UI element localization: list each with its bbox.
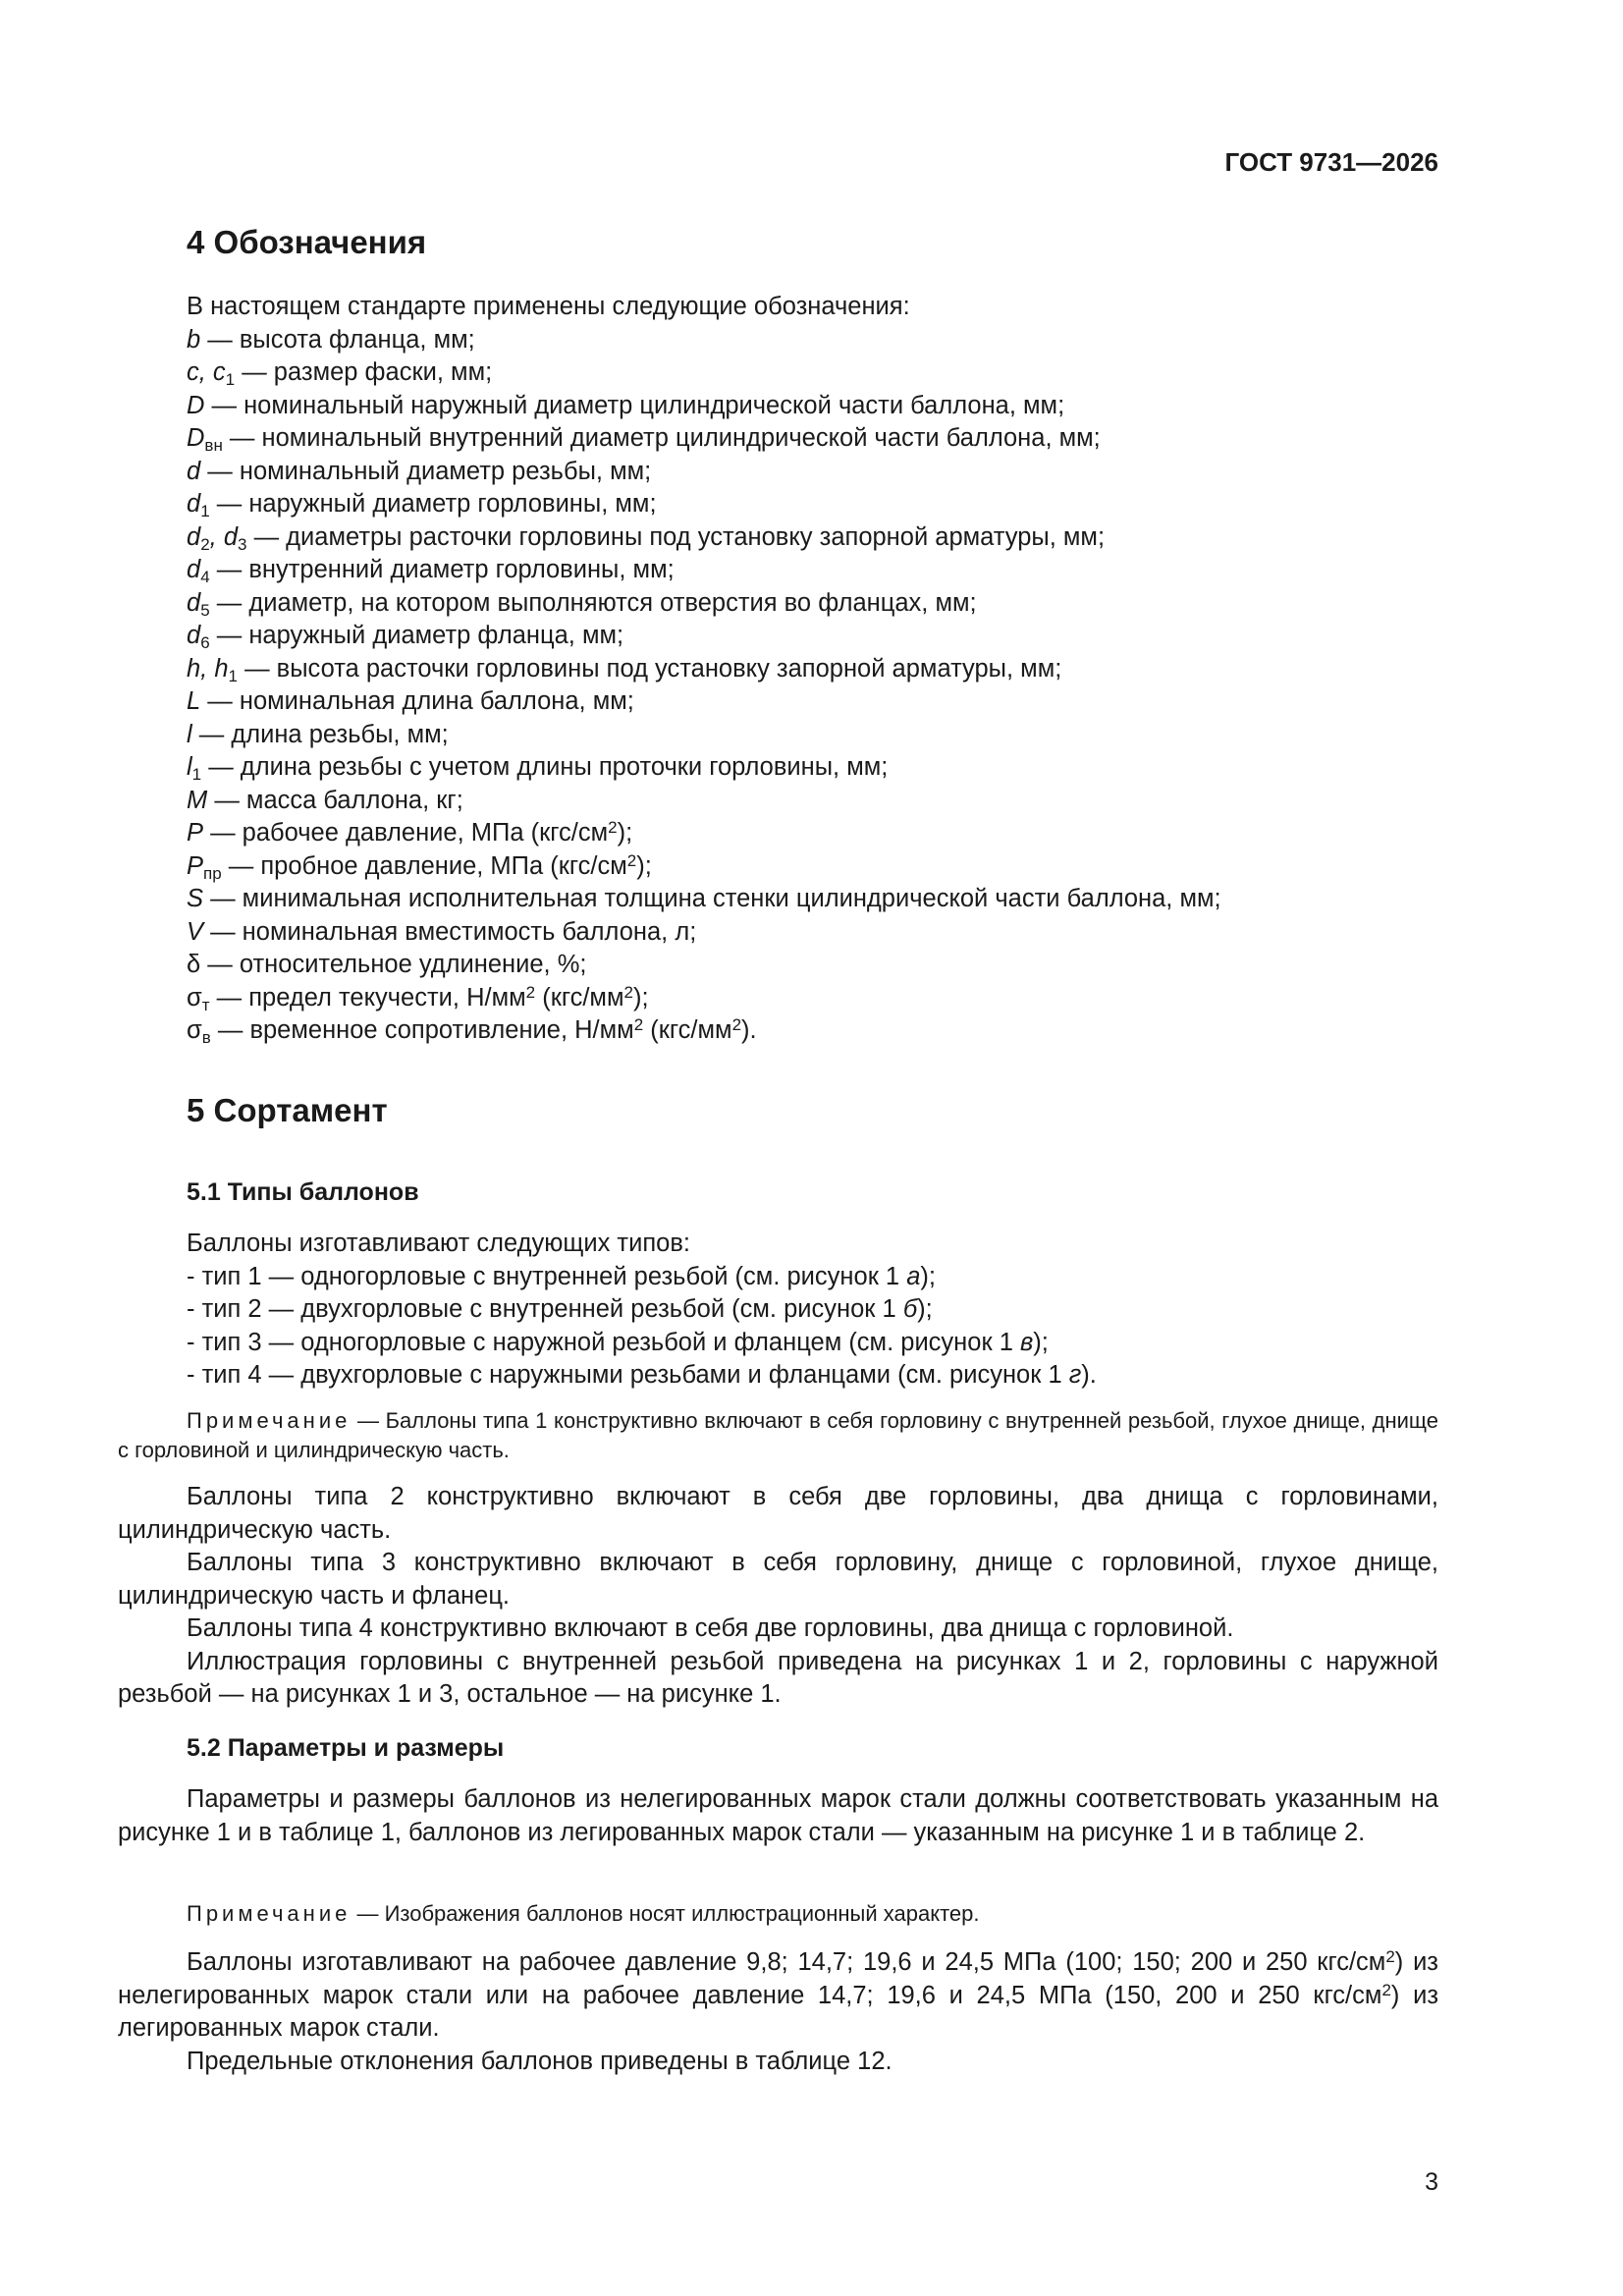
symbol-sym: d [187,588,201,617]
symbol-entry [187,356,1438,390]
list-item-tail: ). [1081,1361,1097,1389]
list-item-em: а [906,1262,921,1290]
paragraph: Иллюстрация горловины с внутренней резьбой приведена на рисунках 1 и 2, горловины с наружной резьбой — на рисунках 1 и 3, остальное — на рисунке 1. [118,1647,1438,1708]
symbol-text: — номинальный диаметр резьбы, мм; [200,457,652,485]
list-item-text: - тип 1 — одногорловые с внутренней резьбой (см. рисунок 1 [187,1262,907,1290]
symbol-sym: L [187,687,201,715]
symbol-sup: 2 [525,982,536,1002]
symbol-text: — размер фаски, мм; [235,358,493,386]
symbol-sym: P [187,819,204,847]
symbol-sym: σ [187,983,202,1011]
paragraph: Баллоны типа 2 конструктивно включают в себя две горловины, два днища с горловинами, цилиндрическую часть. [118,1483,1438,1544]
symbol-entry [187,751,1438,785]
symbol-entry [187,587,1438,621]
symbol-text: — номинальный наружный диаметр цилиндрической части баллона, мм; [204,391,1065,419]
paragraph: Баллоны типа 4 конструктивно включают в себя две горловины, два днища с горловиной. [187,1614,1234,1642]
symbol-text: — относительное удлинение, %; [200,951,587,978]
symbol-sym: M [187,786,208,814]
symbol-text: — диаметры расточки горловины под установку запорной арматуры, мм; [246,522,1106,551]
symbol-tail: ); [617,819,633,847]
list-item-text: - тип 4 — двухгорловые с наружными резьбами и фланцами (см. рисунок 1 [187,1361,1069,1389]
note-label: Примечание [187,1901,352,1926]
symbol-tail: ); [636,851,652,880]
types-intro: Баллоны изготавливают следующих типов: [187,1230,690,1257]
symbol-entry [187,521,1438,555]
symbol-text: — высота расточки горловины под установку запорной арматуры, мм; [238,654,1062,683]
symbol-entry [187,1014,1438,1048]
symbol-mid: (кгс/мм [643,1016,732,1044]
section-5-1-title: 5.1 Типы баллонов [187,1178,419,1206]
paragraph: Баллоны типа 3 конструктивно включают в себя горловину, днище с горловиной, глухое днище, цилиндрическую часть и фланец. [118,1549,1438,1610]
symbol-entry [187,916,1438,950]
symbol-sym: D [187,391,205,419]
symbol-sub: вн [204,436,223,455]
symbol-sym: σ [187,1016,202,1044]
symbol-entry [187,653,1438,686]
pressure-paragraph [118,1946,1438,2078]
symbol-text: — номинальный внутренний диаметр цилиндрической части баллона, мм; [222,424,1101,452]
symbol-entry [187,817,1438,850]
symbol-sub: 6 [200,633,210,652]
note-text: — Изображения баллонов носят иллюстрационный характер. [351,1901,980,1926]
note-5-2 [118,1899,1438,1929]
symbol-sym: d [187,556,201,583]
symbol-entry [187,554,1438,587]
symbol-sub2: 3 [238,534,247,554]
symbol-entry [187,456,1438,489]
symbol-sym: d [187,490,201,518]
note-5-1 [118,1406,1438,1465]
symbol-entry [187,390,1438,423]
note-text: — Баллоны типа 1 конструктивно включают в себя горловину с внутренней резьбой, глухое днище, днище с горловиной и цилиндрическую часть. [118,1408,1438,1462]
symbol-entry [187,422,1438,456]
symbol-entry [187,785,1438,818]
list-item-text: - тип 2 — двухгорловые с внутренней резьбой (см. рисунок 1 [187,1295,903,1323]
list-item-tail: ); [917,1295,933,1323]
types-items [187,1261,1438,1393]
list-item [187,1293,1438,1327]
symbol-sup2: 2 [731,1015,742,1034]
list-item [187,1359,1438,1393]
symbol-extra: , d [209,522,239,551]
list-item-tail: ); [920,1262,936,1290]
symbol-text: — диаметр, на котором выполняются отверстия во фланцах, мм; [209,588,977,617]
symbol-sym: b [187,325,201,354]
symbol-text: — номинальная длина баллона, мм; [200,687,634,715]
types-list [187,1228,1438,1393]
symbol-sup: 2 [608,818,618,837]
symbol-entry [187,488,1438,521]
list-item-em: г [1068,1361,1082,1389]
superscript: 2 [1381,1980,1391,1999]
symbol-text: — длина резьбы, мм; [191,720,449,748]
symbol-entry [187,685,1438,719]
symbol-entry [187,324,1438,357]
symbol-text: — высота фланца, мм; [200,325,475,354]
superscript: 2 [1385,1947,1395,1966]
note-label: Примечание [187,1408,352,1433]
symbol-sym: V [187,917,204,946]
list-item-em: в [1019,1328,1034,1356]
symbol-sym: D [187,424,205,452]
list-item [187,1261,1438,1294]
symbol-text: — пробное давление, МПа (кгс/см [221,851,627,880]
symbol-sym: c, c [187,358,226,386]
symbol-sub: в [201,1028,211,1047]
symbol-entry [187,949,1438,982]
types-paragraphs [118,1481,1438,1712]
symbol-text: — предел текучести, Н/мм [209,983,526,1011]
paragraph: Предельные отклонения баллонов приведены в таблице 12. [187,2047,893,2075]
symbol-sym: l [187,753,192,781]
symbol-sup: 2 [633,1015,644,1034]
text-part: Баллоны изготавливают на рабочее давление 9,8; 14,7; 19,6 и 24,5 МПа (100; 150; 200 и 250 кгс/см [187,1948,1386,1976]
symbols-entries [187,324,1438,1048]
symbol-entry [187,620,1438,653]
symbol-text: — номинальная вместимость баллона, л; [203,917,697,946]
symbol-sup2: 2 [623,982,633,1002]
paragraph: Параметры и размеры баллонов из нелегированных марок стали должны соответствовать указанным на рисунке 1 и в таблице 1, баллонов из легированных марок стали — указанным на рисунке 1 и в таблице 2. [118,1785,1438,1846]
symbol-sub: 1 [225,370,236,389]
symbol-tail: ); [632,983,649,1011]
list-item-em: б [902,1295,918,1323]
symbol-entry [187,982,1438,1015]
page-number: 3 [1425,2168,1438,2196]
symbol-text: — временное сопротивление, Н/мм [210,1016,634,1044]
symbol-text: — рабочее давление, МПа (кгс/см [203,819,609,847]
symbol-sym: h, h [187,654,229,683]
symbol-sup: 2 [626,850,637,870]
symbol-mid: (кгс/мм [535,983,624,1011]
section-5-title: 5 Сортамент [187,1092,388,1128]
symbol-sub: 2 [200,534,210,554]
list-item-tail: ); [1033,1328,1049,1356]
symbol-sym: d [187,522,201,551]
paragraph [118,1946,1438,2046]
symbol-sub: 4 [200,568,210,586]
params-paragraph [118,1783,1438,1849]
symbol-entry [187,719,1438,752]
symbol-sub: пр [203,863,222,883]
symbol-sub: 5 [200,600,210,620]
symbol-sym: δ [187,951,201,978]
symbol-sub: 1 [228,666,239,685]
list-item-text: - тип 3 — одногорловые с наружной резьбой и фланцем (см. рисунок 1 [187,1328,1020,1356]
symbol-entry [187,883,1438,916]
symbols-list [187,291,1438,1048]
section-5-2-title: 5.2 Параметры и размеры [187,1734,505,1762]
text-part: ) из нелегированных марок стали или на рабочее давление 14,7; 19,6 и 24,5 МПа (150, 200 и 250 кгс/см [118,1948,1439,2009]
symbol-entry [187,850,1438,884]
symbol-text: — внутренний диаметр горловины, мм; [209,556,675,583]
list-item [187,1327,1438,1360]
symbol-text: — наружный диаметр горловины, мм; [209,490,657,518]
symbol-sym: l [187,720,192,748]
symbol-text: — наружный диаметр фланца, мм; [209,622,624,649]
symbol-sym: d [187,622,201,649]
symbol-text: — минимальная исполнительная толщина стенки цилиндрической части баллона, мм; [203,885,1221,912]
symbol-sym: S [187,885,204,912]
symbol-text: — длина резьбы с учетом длины проточки горловины, мм; [201,753,889,781]
standard-header: ГОСТ 9731—2026 [1224,147,1438,177]
symbol-tail: ). [741,1016,757,1044]
symbol-text: — масса баллона, кг; [207,786,463,814]
section-4-title: 4 Обозначения [187,224,427,260]
symbol-sub: 1 [200,502,210,520]
symbol-sub: т [201,995,210,1014]
symbol-sym: d [187,457,201,485]
symbol-sym: P [187,851,204,880]
text-part: ) из легированных марок стали. [118,1981,1439,2042]
symbol-sub: 1 [191,765,202,784]
symbols-intro: В настоящем стандарте применены следующие обозначения: [187,293,910,320]
